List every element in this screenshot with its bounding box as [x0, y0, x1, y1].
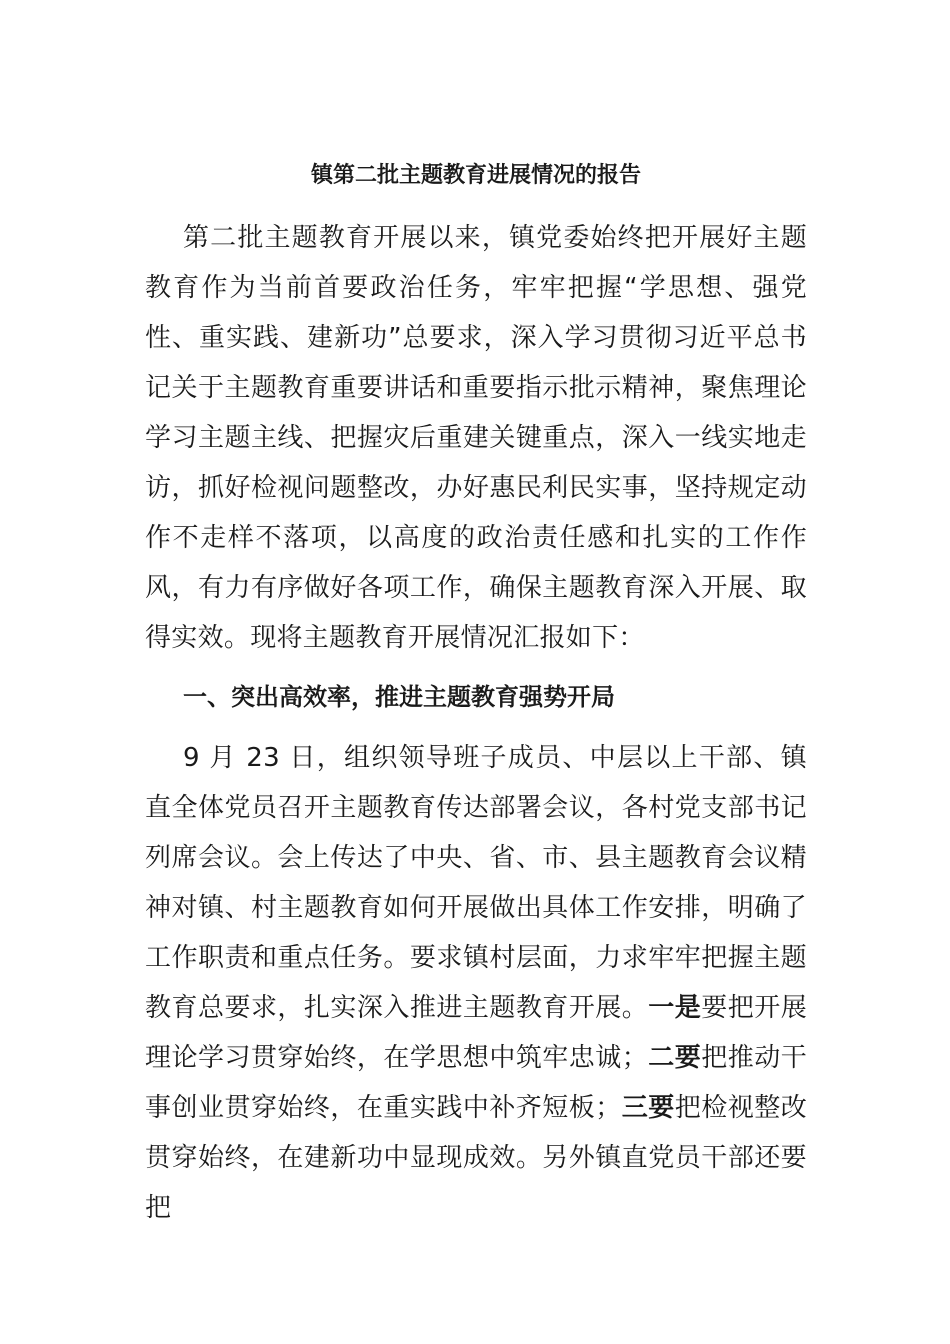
point-text-1: 要把开展理论学习贯穿始终，在学思想中筑牢忠诚；: [145, 993, 808, 1073]
document-title: 镇第二批主题教育进展情况的报告: [310, 163, 641, 188]
section-text: 9 月 23 日，组织领导班子成员、中层以上干部、镇直全体党员召开主题教育传达部署会议，各村党支部书记列席会议。会上传达了中央、省、市、县主题教育会议精神对镇、村主题教育如何开展做出具体工作安排，明确了工作职责和重点任务。要求镇村层面，力求牢牢把握主题教育总要求，扎实深入推进主题教育开展。: [145, 743, 807, 1023]
section-heading: 一、突出高效率，推进主题教育强势开局: [183, 683, 615, 711]
intro-paragraph: 第二批主题教育开展以来，镇党委始终把开展好主题教育作为当前首要政治任务，牢牢把握“学思想、强党性、重实践、建新功”总要求，深入学习贯彻习近平总书记关于主题教育重要讲话和重要指示批示精神，聚焦理论学习主题主线、把握灾后重建关键重点，深入一线实地走访，抓好检视问题整改，办好惠民利民实事，坚持规定动作不走样不落项，以高度的政治责任感和扎实的工作作风，有力有序做好各项工作，确保主题教育深入开展、取得实效。现将主题教育开展情况汇报如下：: [145, 223, 807, 653]
point-label-2: 二要: [648, 1043, 702, 1073]
point-text-2: 把推动干事创业贯穿始终，在重实践中补齐短板；: [145, 1043, 808, 1123]
point-label-3: 三要: [621, 1093, 675, 1123]
point-label-1: 一是: [648, 993, 702, 1023]
point-text-3: 把检视整改贯穿始终，在建新功中显现成效。另外镇直党员干部还要把: [145, 1093, 807, 1223]
section-paragraph: [145, 733, 807, 1233]
